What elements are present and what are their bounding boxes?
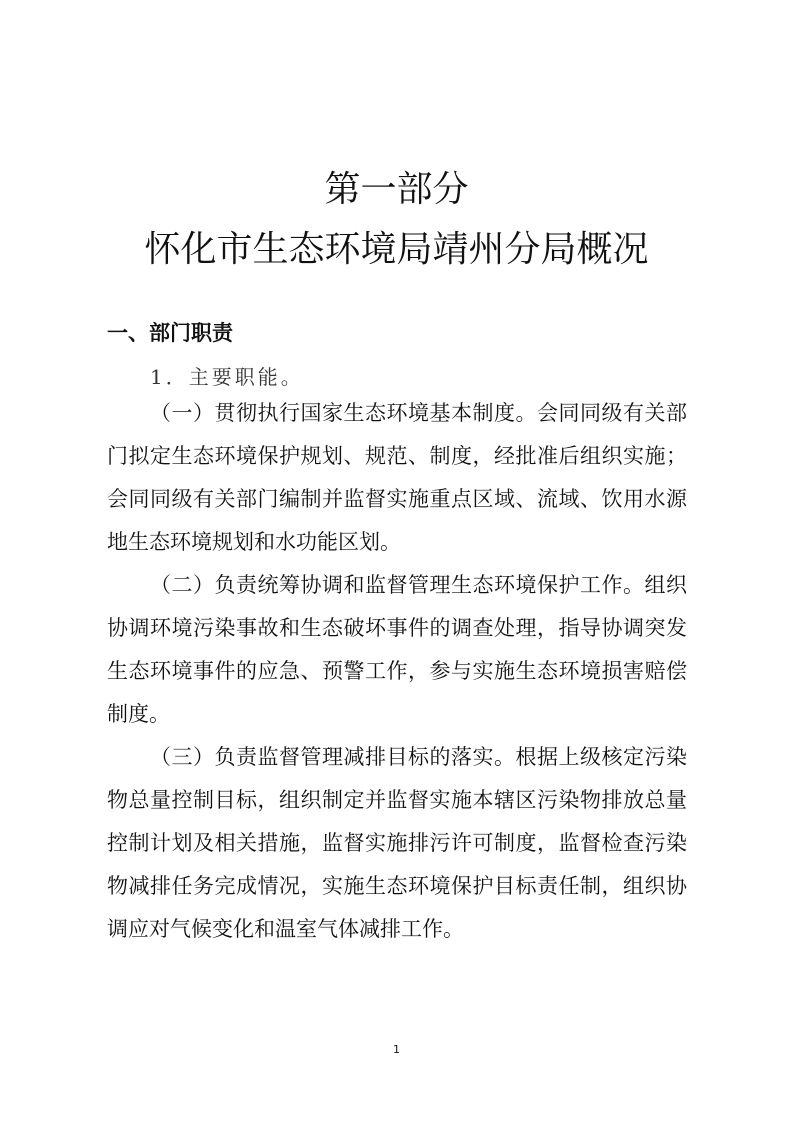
- part-title: 第一部分: [324, 169, 469, 210]
- paragraph-line: 物减排任务完成情况，实施生态环境保护目标责任制，组织协: [107, 874, 687, 898]
- subheading: 1．主要职能。: [150, 365, 304, 389]
- paragraph-line: 地生态环境规划和水功能区划。: [107, 530, 401, 554]
- paragraph-line: 门拟定生态环境保护规划、规范、制度，经批准后组织实施；: [107, 444, 687, 468]
- paragraph-line: 会同同级有关部门编制并监督实施重点区域、流域、饮用水源: [107, 487, 687, 511]
- document-title: 怀化市生态环境局靖州分局概况: [144, 229, 649, 270]
- paragraph-line: （三）负责监督管理减排目标的落实。根据上级核定污染: [150, 745, 687, 769]
- paragraph-line: （二）负责统筹协调和监督管理生态环境保护工作。组织: [150, 573, 687, 597]
- paragraph-line: 生态环境事件的应急、预警工作，参与实施生态环境损害赔偿: [107, 659, 687, 683]
- paragraph-line: 调应对气候变化和温室气体减排工作。: [107, 917, 464, 941]
- section-heading: 一、部门职责: [107, 321, 233, 345]
- paragraph-line: 物总量控制目标，组织制定并监督实施本辖区污染物排放总量: [107, 788, 687, 812]
- paragraph-line: （一）贯彻执行国家生态环境基本制度。会同同级有关部: [150, 401, 687, 425]
- page-number: 1: [393, 1043, 400, 1056]
- paragraph-line: 制度。: [107, 702, 170, 726]
- paragraph-line: 协调环境污染事故和生态破坏事件的调查处理，指导协调突发: [107, 616, 687, 640]
- paragraph-line: 控制计划及相关措施，监督实施排污许可制度，监督检查污染: [107, 831, 687, 855]
